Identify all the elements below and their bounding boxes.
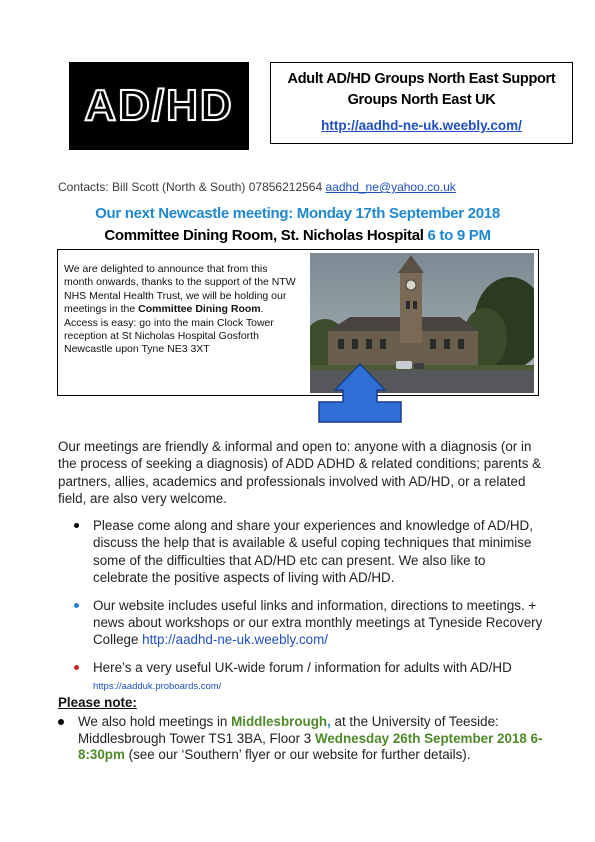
list-item: [74, 517, 544, 587]
note-text: [58, 714, 548, 764]
note-date-day: Wednesday: [314, 730, 390, 746]
info-bullet-list: [74, 517, 544, 706]
bullet-dot-icon: [58, 719, 64, 725]
info-text-bold: Committee Dining Room: [138, 303, 261, 316]
arrow-up-icon: [315, 362, 405, 424]
forum-link[interactable]: https://aadduk.proboards.com/: [93, 681, 222, 693]
list-item: [74, 597, 544, 649]
contacts-line: [58, 180, 456, 194]
bullet-1-text: Please come along and share your experiences and knowledge of AD/HD, discuss the help that is available & useful coping techniques that minimise some of the difficulties that AD/HD etc can present. We also like to celebrate the positive aspects of living with AD/HD.: [93, 518, 533, 586]
intro-paragraph: Our meetings are friendly & informal and open to: anyone with a diagnosis (or in the process of seeking a diagnosis) of ADD ADHD & related conditions; parents & partners, allies, academics and professionals involved with AD/HD, or a related field, are also very welcome.: [58, 439, 542, 507]
bullet-2-text: Our website includes useful links and information, directions to meetings. + news about workshops or our extra monthly meetings at Tyneside Recovery College: [93, 597, 543, 648]
info-text-part1: We are delighted to announce that from this month onwards, thanks to the support of the NTW NHS Mental Health Trust, we will be holding our meetings in the: [64, 263, 296, 316]
logo-text: AD/HD: [84, 81, 234, 130]
location-text: Committee Dining Room, St. Nicholas Hospital: [104, 227, 428, 244]
location-heading: [0, 227, 595, 244]
email-link[interactable]: aadhd_ne@yahoo.co.uk: [325, 180, 456, 194]
note-item: [58, 714, 548, 764]
website-link-2[interactable]: http://aadhd-ne-uk.weebly.com/: [142, 632, 328, 648]
contacts-label: Contacts: Bill Scott (North & South) 07856212564: [58, 180, 326, 194]
bullet-dot-icon: [74, 603, 79, 608]
note-date: 26th September 2018 6-8:30pm: [78, 730, 543, 763]
header-box: [270, 62, 573, 144]
info-text-part2: . Access is easy: go into the main Clock Tower reception at St Nicholas Hospital Gosforth Newcastle upon Tyne NE3 3XT: [64, 303, 274, 356]
header-title-line1: Adult AD/HD Groups North East Support: [287, 71, 556, 87]
header-title-line2: Groups North East UK: [347, 92, 496, 108]
note-text-2: at the University of Teeside: Middlesbrough Tower TS1 3BA, Floor 3: [78, 714, 499, 746]
adhd-logo: [69, 62, 249, 150]
note-text-3: (see our ‘Southern’ flyer or our website for further details).: [124, 747, 471, 763]
note-comma: ,: [327, 714, 331, 729]
meeting-heading: Our next Newcastle meeting: Monday 17th September 2018: [95, 205, 500, 222]
bullet-3-text: Here’s a very useful UK-wide forum / information for adults with AD/HD: [93, 659, 512, 675]
meeting-time: 6 to 9 PM: [427, 227, 491, 244]
website-link[interactable]: http://aadhd-ne-uk.weebly.com/: [321, 118, 522, 133]
list-item: [74, 659, 544, 696]
bullet-dot-icon: [74, 665, 79, 670]
note-text-1: We also hold meetings in: [78, 714, 232, 729]
note-place: Middlesbrough: [231, 714, 328, 729]
info-text: [64, 263, 296, 357]
bullet-dot-icon: [74, 523, 79, 528]
please-note-heading: Please note:: [58, 695, 137, 710]
